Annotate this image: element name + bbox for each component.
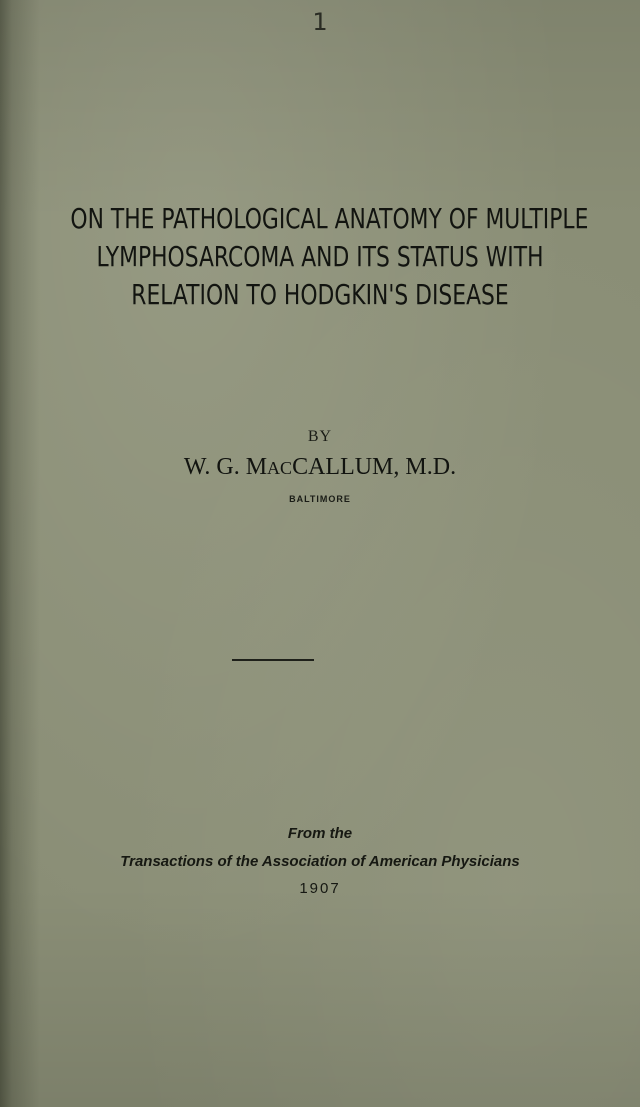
author-name-suffix: CALLUM, M.D.	[292, 454, 457, 480]
title-line-2: LYMPHOSARCOMA AND ITS STATUS WITH	[96, 240, 544, 273]
author-city: BALTIMORE	[289, 494, 351, 504]
document-title	[70, 200, 589, 314]
source-year: 1907	[299, 880, 341, 897]
source-from: From the	[287, 825, 353, 842]
title-line-3: RELATION TO HODGKIN'S DISEASE	[131, 278, 509, 311]
author-name-smallcaps: AC	[267, 458, 293, 478]
author-name	[0, 454, 640, 481]
title-line-1: ON THE PATHOLOGICAL ANATOMY OF MULTIPLE	[70, 202, 589, 235]
page-mark: 1	[312, 8, 328, 36]
byline-by: BY	[307, 428, 333, 445]
divider-rule	[232, 659, 314, 661]
source-journal: Transactions of the Association of American Physicians	[120, 853, 520, 870]
author-name-prefix: W. G. M	[183, 454, 268, 480]
